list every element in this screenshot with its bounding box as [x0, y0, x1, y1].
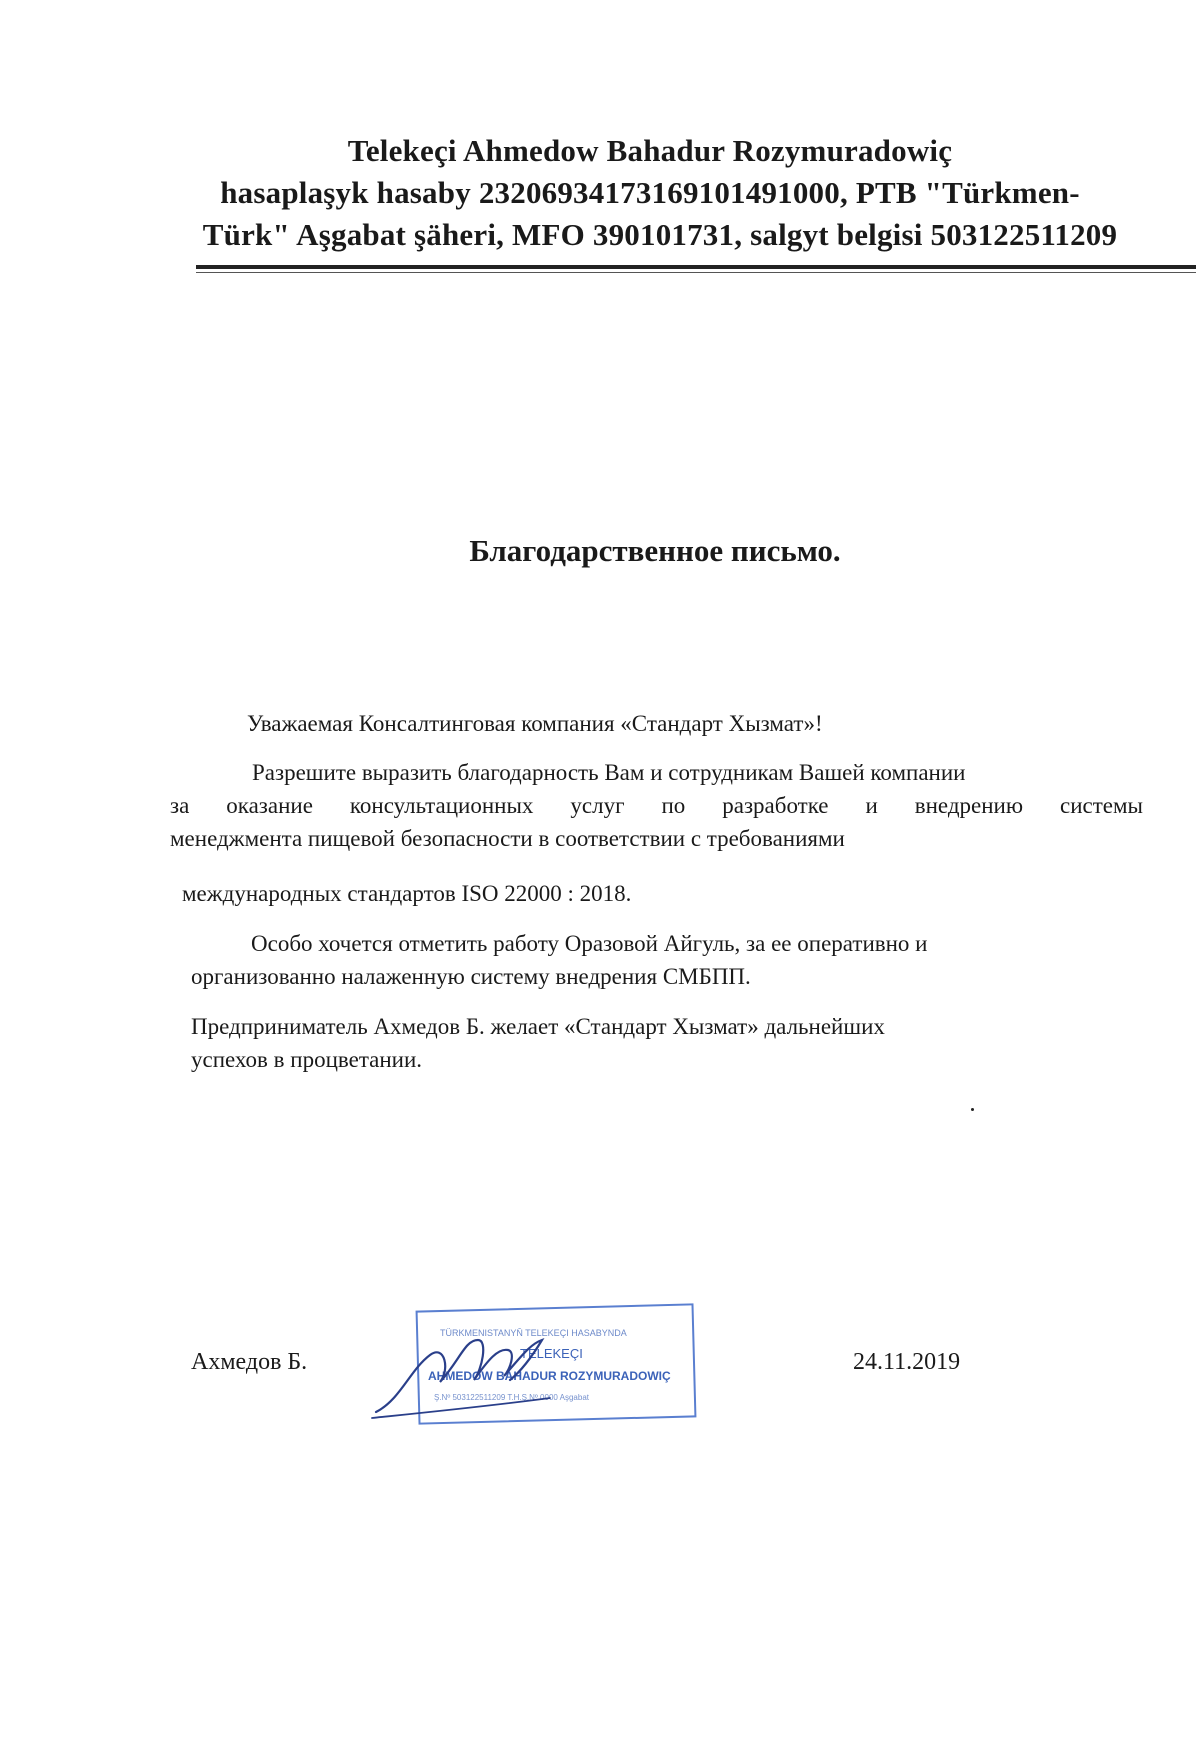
letterhead-line-3: Türk" Aşgabat şäheri, MFO 390101731, salgyt belgisi 503122511209	[202, 217, 1118, 252]
stamp-line-1: TELEKEÇI	[520, 1346, 583, 1361]
letter-title: Благодарственное письмо.	[469, 533, 841, 568]
paragraph-1-line-4: международных стандартов ISO 22000 : 2018.	[182, 881, 632, 906]
paragraph-1-line-2: за оказание консультационных услуг по разработке и внедрению системы	[170, 793, 1143, 818]
letterhead-line-2: hasaplaşyk hasaby 23206934173169101491000, PTB "Türkmen-	[220, 175, 1080, 210]
stamp-line-3: Ş.Nº 503122511209 T.H.Ş.Nº 0000 Aşgabat	[434, 1393, 589, 1402]
signer-name: Ахмедов Б.	[191, 1349, 308, 1375]
stamp-graphic	[370, 1300, 700, 1430]
paragraph-2-line-1: Особо хочется отметить работу Оразовой Айгуль, за ее оперативно и	[251, 931, 928, 956]
letterhead-line-1: Telekeçi Ahmedow Bahadur Rozymuradowiç	[347, 133, 953, 168]
paragraph-1-line-1: Разрешите выразить благодарность Вам и сотрудникам Вашей компании	[252, 760, 966, 785]
paragraph-2	[191, 927, 1111, 993]
paragraph-3	[191, 1010, 1091, 1076]
letterhead-rule-thick	[196, 265, 1196, 269]
company-stamp	[370, 1300, 700, 1430]
stamp-line-2: AHMEDOW BAHADUR ROZYMURADOWIÇ	[428, 1369, 671, 1383]
letterhead	[150, 130, 1150, 256]
paragraph-3-line-1: Предприниматель Ахмедов Б. желает «Стандарт Хызмат» дальнейших	[191, 1014, 885, 1039]
letterhead-rule-thin	[196, 272, 1196, 273]
paragraph-1	[170, 756, 1143, 855]
paragraph-3-line-2: успехов в процветании.	[191, 1047, 423, 1072]
greeting: Уважаемая Консалтинговая компания «Стандарт Хызмат»!	[247, 711, 823, 736]
paragraph-1-line-3: менеджмента пищевой безопасности в соответствии с требованиями	[170, 826, 845, 851]
stray-dot	[971, 1108, 974, 1111]
stamp-arc-text: TÜRKMENISTANYŇ TELEKEÇI HASABYNDA	[440, 1328, 627, 1338]
paragraph-2-line-2: организованно налаженную систему внедрения СМБПП.	[191, 964, 751, 989]
letter-date: 24.11.2019	[853, 1349, 961, 1375]
